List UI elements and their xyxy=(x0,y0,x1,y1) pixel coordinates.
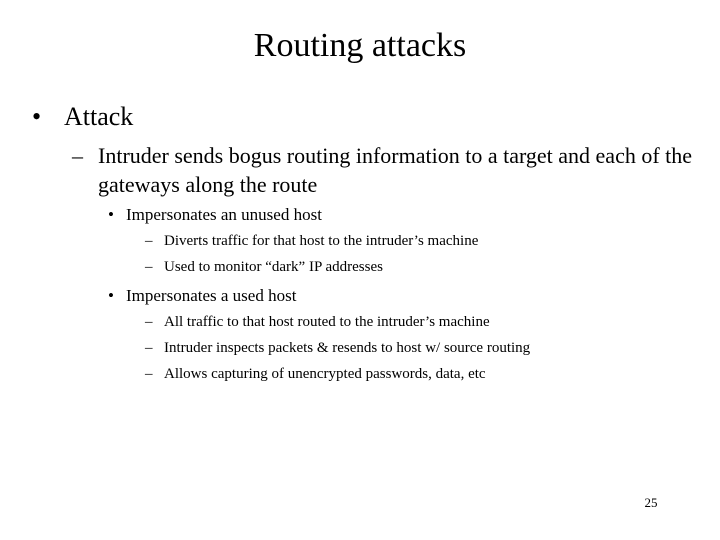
dash-marker: – xyxy=(145,314,153,330)
list-item xyxy=(145,257,383,277)
dash-marker: – xyxy=(72,143,83,168)
dash-marker: – xyxy=(145,340,153,356)
list-item-text: All traffic to that host routed to the intruder’s machine xyxy=(164,314,490,330)
sub-bullet-text: Intruder sends bogus routing information to a target and each of the gateways along the route xyxy=(98,143,693,197)
bullet-marker: • xyxy=(108,286,114,305)
dash-marker: – xyxy=(145,259,153,275)
page-number: 25 xyxy=(644,495,658,510)
list-item-text: Used to monitor “dark” IP addresses xyxy=(164,259,383,275)
bullet-text: Attack xyxy=(64,102,134,131)
bullet-used-host xyxy=(108,285,296,307)
list-item xyxy=(145,338,530,358)
dash-marker: – xyxy=(145,366,153,382)
list-item xyxy=(145,364,486,384)
bullet-text: Impersonates an unused host xyxy=(126,205,322,224)
bullet-unused-host xyxy=(108,204,322,226)
list-item-text: Allows capturing of unencrypted passwords, data, etc xyxy=(164,366,486,382)
bullet-attack xyxy=(32,101,133,133)
dash-marker: – xyxy=(145,233,153,249)
bullet-marker: • xyxy=(108,205,114,224)
bullet-marker: • xyxy=(32,102,42,131)
list-item-text: Diverts traffic for that host to the intruder’s machine xyxy=(164,233,479,249)
list-item-text: Intruder inspects packets & resends to host w/ source routing xyxy=(164,340,531,356)
bullet-text: Impersonates a used host xyxy=(126,286,297,305)
sub-bullet-intruder xyxy=(74,141,694,199)
slide-title: Routing attacks xyxy=(253,27,467,64)
list-item xyxy=(145,231,478,251)
list-item xyxy=(145,312,490,332)
